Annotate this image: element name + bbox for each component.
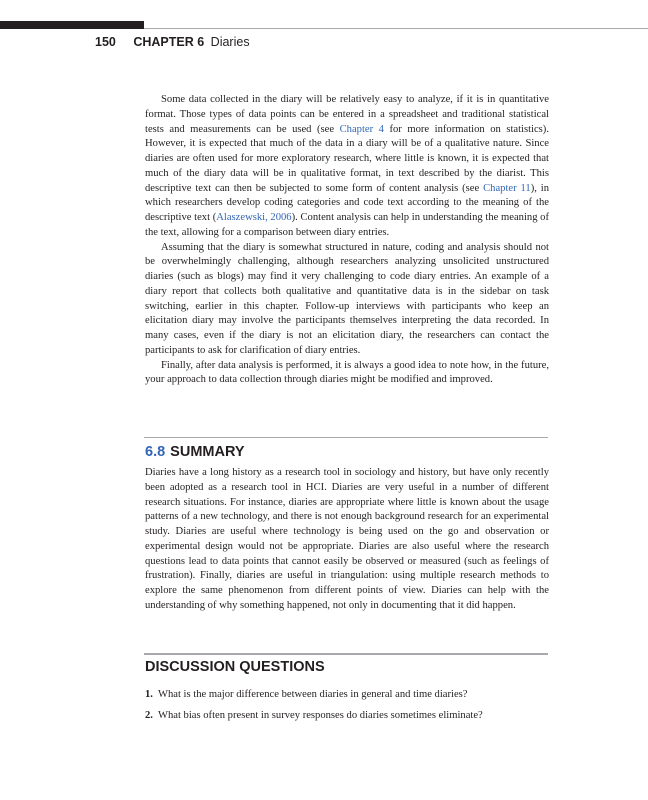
header-black-bar [0, 21, 144, 29]
link-chapter-11[interactable]: Chapter 11 [483, 182, 531, 194]
text-run: ). Content analysis can help in understanding the meaning of the text, allowing for a comparison between diary entries. [145, 212, 549, 238]
paragraph-data-analysis [145, 93, 549, 241]
chapter-title: Diaries [210, 35, 250, 49]
paragraph-coding: Assuming that the diary is somewhat structured in nature, coding and analysis should not be overwhelmingly challenging, although researchers analyzing unsolicited unstructured diaries (such as blogs) may find it very challenging to code diary entries. An example of a diary report that collects both qualitative and quantitative data is in the sidebar on task switching, earlier in this chapter. Follow-up interviews with participants who keep an elicitation diary may involve the participants themselves interpreting the data recorded. In many cases, even if the diary is not an elicitation diary, the researchers can contact the participants to ask for clarification of diary entries. [145, 241, 549, 356]
text-run: ), in which researchers develop coding categories and code text according to the meaning of the descriptive text ( [145, 182, 549, 223]
header-rule [144, 28, 648, 29]
list-item [145, 688, 549, 703]
paragraph-improvement: Finally, after data analysis is performed, it is always a good idea to note how, in the future, your approach to data collection through diaries might be modified and improved. [145, 359, 549, 386]
body-text [145, 93, 549, 388]
question-number: 1. [145, 689, 153, 700]
section-number: 6.8 [145, 444, 166, 460]
question-text: What is the major difference between diaries in general and time diaries? [157, 689, 468, 700]
page-number: 150 [95, 35, 116, 49]
summary-heading [145, 444, 245, 460]
discussion-heading: DISCUSSION QUESTIONS [145, 659, 325, 675]
text-run: Some data collected in the diary will be relatively easy to analyze, if it is in quantitative format. Those types of data points can be entered in a spreadsheet and traditional statistical tests and measurements can be used (see [145, 94, 549, 135]
question-number: 2. [145, 709, 153, 721]
link-alaszewski-2006[interactable]: Alaszewski, 2006 [216, 212, 292, 223]
chapter-label: CHAPTER 6 [133, 35, 205, 49]
running-head [95, 35, 250, 49]
section-title: SUMMARY [170, 444, 245, 460]
list-item [145, 709, 549, 724]
summary-paragraph: Diaries have a long history as a research tool in sociology and history, but have only recently been adopted as a research tool in HCI. Diaries are very useful in a number of different research situations. For instance, diaries are appropriate where little is known about the usage patterns of a new technology, and there is not enough background research for an experimental study. Diaries are useful where technology is being used on the go and observation or experimental design would not be appropriate. Diaries are also useful where the research questions lead to data points that cannot easily be observed or measured (such as feelings of frustration). Finally, diaries are useful in triangulation: using multiple research methods to explore the same phenomenon from different points of view. Diaries can help with the understanding of why something happened, not only in documenting that it did happen. [145, 467, 549, 611]
discussion-questions-list [145, 688, 549, 730]
discussion-rule [144, 653, 548, 655]
summary-rule [144, 437, 548, 438]
question-text: What bias often present in survey responses do diaries sometimes eliminate? [157, 709, 483, 721]
link-chapter-4[interactable]: Chapter 4 [339, 123, 384, 135]
text-run: for more information on statistics). However, it is expected that much of the data in a diary will be of a qualitative nature. Since diaries are often used for more exploratory research, where little is known, it is expected that much of the diary data will be in qualitative format, in text described by the diarist. This descriptive text can then be subjected to some form of content analysis (see [145, 123, 549, 194]
